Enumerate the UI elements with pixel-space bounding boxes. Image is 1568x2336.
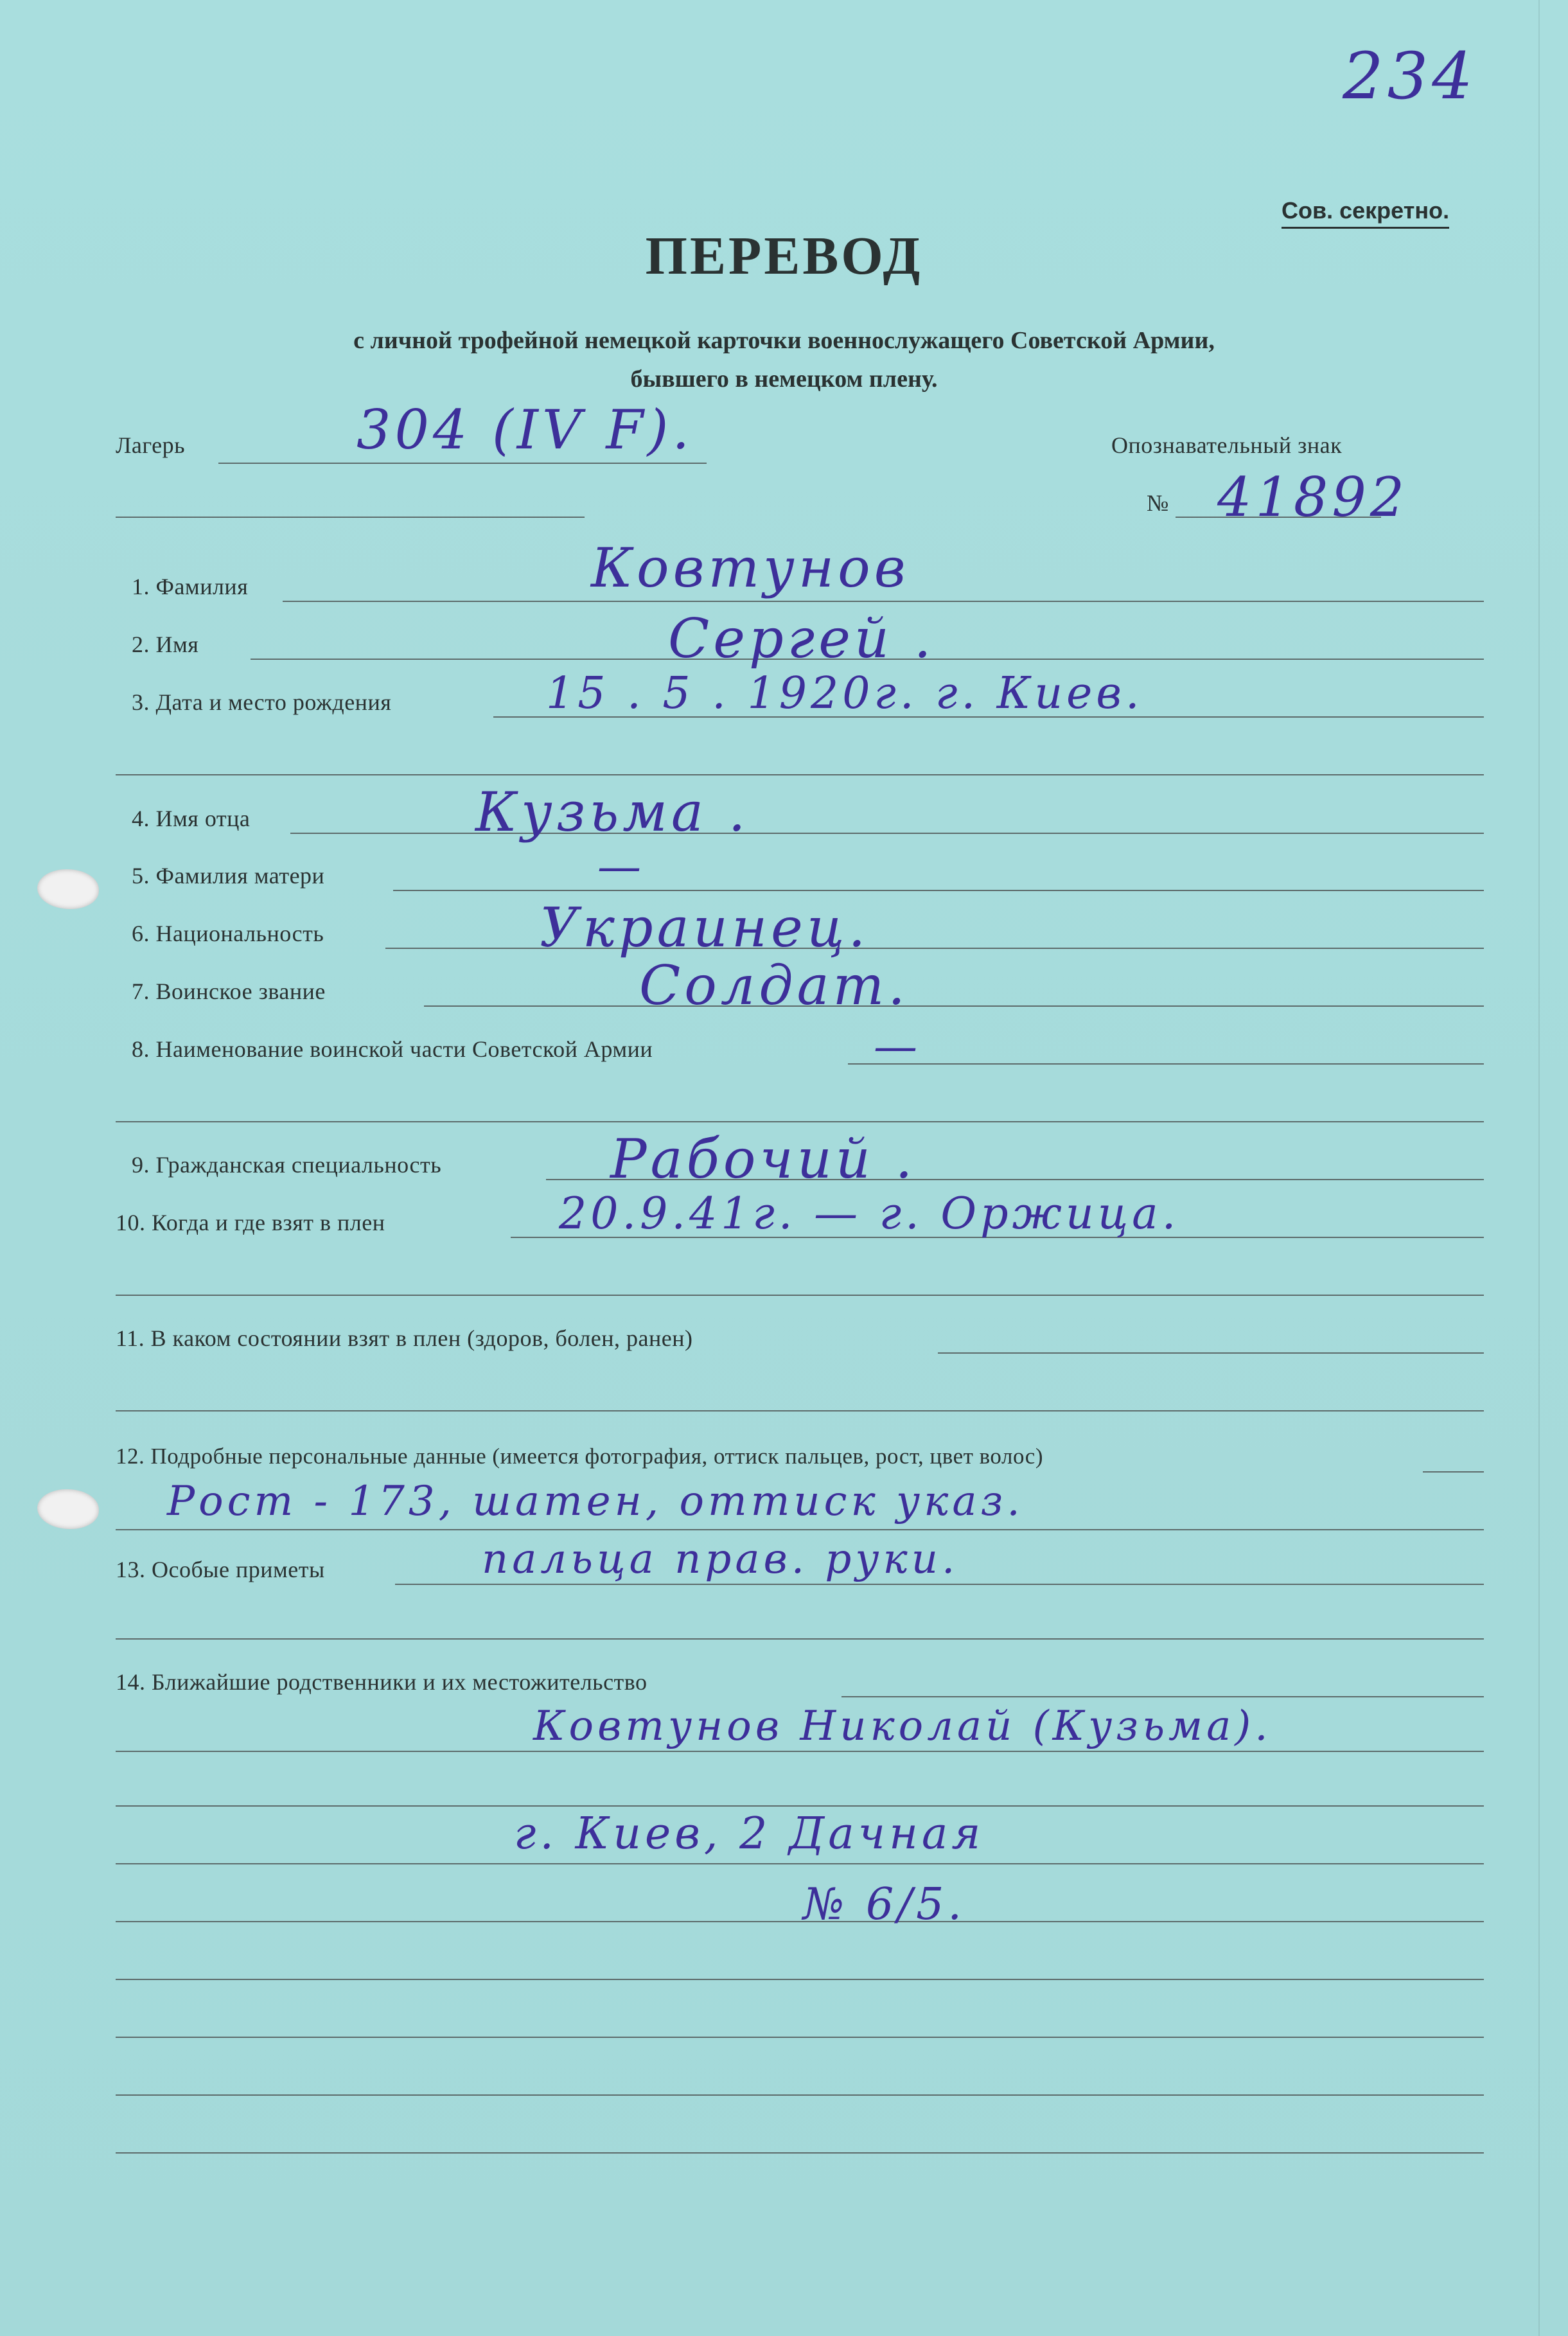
document-title: ПЕРЕВОД <box>645 226 923 286</box>
camp-line <box>218 463 707 464</box>
field-9-label: 9. Гражданская специальность <box>132 1152 442 1178</box>
field-11-line <box>938 1352 1484 1354</box>
field-14-line-7 <box>116 2037 1484 2038</box>
field-4-label: 4. Имя отца <box>132 806 251 831</box>
field-10-line-2 <box>116 1295 1484 1296</box>
field-6-value: Украинец. <box>540 896 870 959</box>
document-subtitle-line2: бывшего в немецком плену. <box>630 366 938 393</box>
field-14-line-9 <box>116 2152 1484 2154</box>
camp-line-2 <box>116 517 585 518</box>
field-12-line-2 <box>116 1529 1484 1530</box>
field-4-line <box>290 833 1484 834</box>
field-10-label: 10. Когда и где взят в плен <box>116 1210 385 1235</box>
field-5-label: 5. Фамилия матери <box>132 863 325 889</box>
field-13-value: пальца прав. руки. <box>482 1535 959 1583</box>
camp-label: Лагерь <box>116 432 186 458</box>
field-7-value: Солдат. <box>639 954 909 1017</box>
id-tag-value: 41892 <box>1217 466 1409 529</box>
classification-stamp: Сов. секретно. <box>1282 197 1449 229</box>
field-10-value: 20.9.41г. — г. Оржица. <box>559 1189 1180 1239</box>
field-14-line-8 <box>116 2094 1484 2096</box>
field-14-line-4 <box>116 1863 1484 1864</box>
field-14-line-3 <box>116 1805 1484 1807</box>
field-8-value: — <box>874 1022 921 1072</box>
field-7-line <box>424 1005 1484 1007</box>
id-tag-label: Опознавательный знак <box>1111 432 1343 458</box>
field-12-label: 12. Подробные персональные данные (имеется фотография, оттиск пальцев, рост, цвет волос) <box>116 1444 1043 1469</box>
page-number: 234 <box>1343 39 1477 114</box>
field-14-line <box>841 1696 1484 1697</box>
field-13-line-2 <box>116 1638 1484 1640</box>
field-8-label: 8. Наименование воинской части Советской Армии <box>132 1036 653 1062</box>
field-4-value: Кузьма . <box>475 781 750 844</box>
field-5-value: — <box>597 842 645 892</box>
field-12-value: Рост - 173, шатен, оттиск указ. <box>167 1478 1024 1525</box>
punch-hole-upper <box>37 869 99 909</box>
field-11-line-2 <box>116 1410 1484 1411</box>
field-13-label: 13. Особые приметы <box>116 1557 325 1582</box>
field-14-value-line1: Ковтунов Николай (Кузьма). <box>533 1703 1272 1750</box>
field-14-value-line3: № 6/5. <box>803 1879 966 1930</box>
field-7-label: 7. Воинское звание <box>132 978 326 1004</box>
id-tag-number-sign: № <box>1147 490 1169 516</box>
field-1-label: 1. Фамилия <box>132 574 249 599</box>
field-12-line <box>1423 1471 1484 1473</box>
field-14-value-line2: г. Киев, 2 Дачная <box>514 1809 985 1859</box>
field-14-label: 14. Ближайшие родственники и их местожительство <box>116 1669 647 1695</box>
field-3-line-2 <box>116 774 1484 775</box>
punch-hole-lower <box>37 1489 99 1529</box>
field-6-label: 6. Национальность <box>132 921 324 946</box>
field-11-label: 11. В каком состоянии взят в плен (здоров, болен, ранен) <box>116 1325 693 1351</box>
field-3-value: 15 . 5 . 1920г. г. Киев. <box>546 668 1143 719</box>
field-1-line <box>283 601 1484 602</box>
field-9-value: Рабочий . <box>610 1128 917 1190</box>
field-14-line-6 <box>116 1979 1484 1980</box>
document-subtitle-line1: с личной трофейной немецкой карточки военнослужащего Советской Армии, <box>353 327 1215 354</box>
field-1-value: Ковтунов <box>591 536 910 599</box>
field-5-line <box>393 890 1484 891</box>
field-2-label: 2. Имя <box>132 632 199 657</box>
camp-value: 304 (IV F). <box>357 398 694 461</box>
field-14-line-5 <box>116 1921 1484 1922</box>
field-8-line <box>848 1063 1484 1065</box>
field-14-line-2 <box>116 1751 1484 1752</box>
field-13-line <box>395 1584 1484 1585</box>
field-3-label: 3. Дата и место рождения <box>132 689 392 715</box>
field-2-value: Сергей . <box>668 607 935 670</box>
field-8-line-2 <box>116 1121 1484 1122</box>
